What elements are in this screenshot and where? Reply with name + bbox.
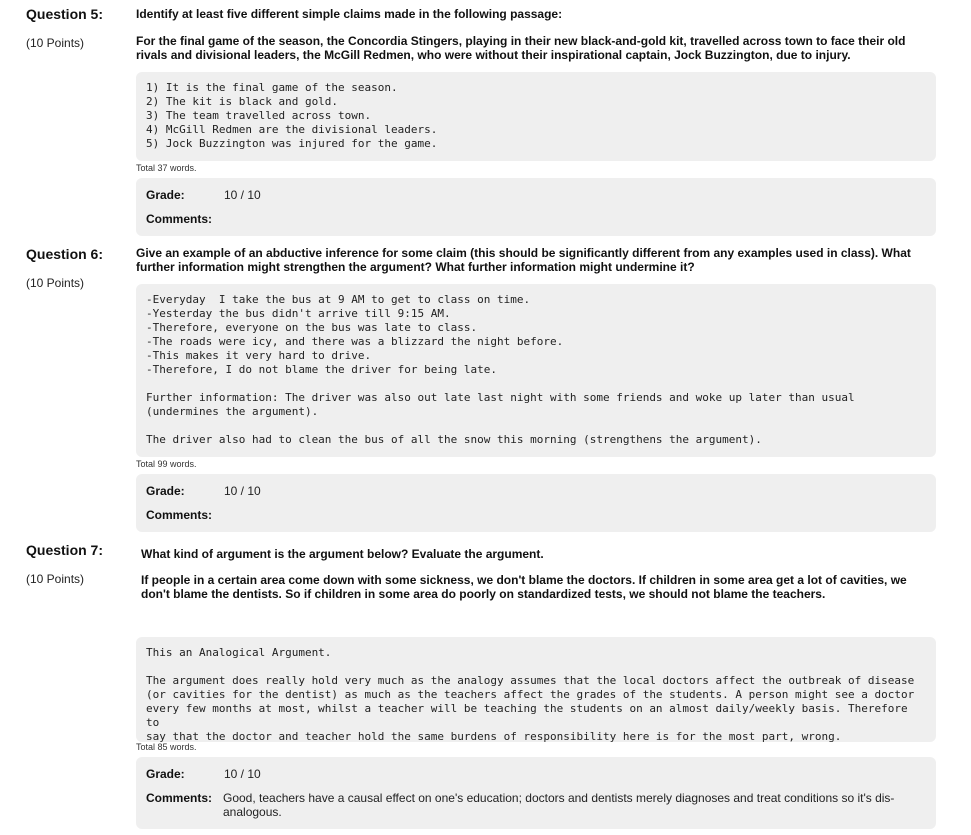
word-count: Total 85 words. <box>136 742 197 752</box>
answer-text: This an Analogical Argument. The argument does really hold very much as the analogy assumes that the local doctors affect the outbreak of disease (or cavities for the dentist) as much as the teachers affect the grades of the students. A person might see a doctor every few months at most, whilst a teacher will be teaching the students on an almost daily/weekly basis. Therefore to say that the doctor and teacher hold the same burdens of responsibility here is for the most part, wrong. <box>146 646 915 743</box>
answer-box <box>136 72 936 161</box>
grade-label: Grade: <box>146 767 185 781</box>
grade-box <box>136 474 936 532</box>
question-prompt: Identify at least five different simple claims made in the following passage: <box>136 7 563 21</box>
grade-value: 10 / 10 <box>224 188 261 202</box>
answer-text: -Everyday I take the bus at 9 AM to get to class on time. -Yesterday the bus didn't arrive till 9:15 AM. -Therefore, everyone on the bus was late to class. -The roads were icy, and there was a blizzard the night before. -This makes it very hard to drive. -Therefore, I do not blame the driver for being late. Further information: The driver was also out late last night with some friends and woke up later than usual (undermines the argument). The driver also had to clean the bus of all the snow this morning (strengthens the argument). <box>146 293 855 446</box>
comments-label: Comments: <box>146 212 213 226</box>
answer-box <box>136 637 936 742</box>
question-title: Question 6: <box>26 246 104 262</box>
question-passage: For the final game of the season, the Concordia Stingers, playing in their new black-and-gold kit, travelled across town to face their old rivals and divisional leaders, the McGill Redmen, who were without their inspirational captain, Jock Buzzington, due to injury. <box>136 34 906 62</box>
question-prompt: Give an example of an abductive inference for some claim (this should be significantly different from any examples used in class). What further information might strengthen the argument? What further information might undermine it? <box>136 246 911 274</box>
answer-text: 1) It is the final game of the season. 2) The kit is black and gold. 3) The team travelled across town. 4) McGill Redmen are the divisional leaders. 5) Jock Buzzington was injured for the game. <box>146 81 438 150</box>
grade-label: Grade: <box>146 484 185 498</box>
question-points: (10 Points) <box>26 276 85 290</box>
grade-label: Grade: <box>146 188 185 202</box>
answer-box <box>136 284 936 457</box>
grade-box <box>136 757 936 829</box>
comments-label: Comments: <box>146 508 213 522</box>
question-prompt: What kind of argument is the argument below? Evaluate the argument. <box>141 547 544 561</box>
comments-value: Good, teachers have a causal effect on one's education; doctors and dentists merely diagnoses and treat conditions so it's dis-analogous. <box>223 791 895 819</box>
comments-label: Comments: <box>146 791 213 805</box>
word-count: Total 99 words. <box>136 459 197 469</box>
question-passage: If people in a certain area come down with some sickness, we don't blame the doctors. If children in some area get a lot of cavities, we don't blame the dentists. So if children in some area do poorly on standardized tests, we should not blame the teachers. <box>141 573 907 601</box>
grade-value: 10 / 10 <box>224 484 261 498</box>
word-count: Total 37 words. <box>136 163 197 173</box>
question-title: Question 7: <box>26 542 104 558</box>
question-points: (10 Points) <box>26 572 85 586</box>
question-title: Question 5: <box>26 6 104 22</box>
question-points: (10 Points) <box>26 36 85 50</box>
grade-box <box>136 178 936 236</box>
grade-value: 10 / 10 <box>224 767 261 781</box>
